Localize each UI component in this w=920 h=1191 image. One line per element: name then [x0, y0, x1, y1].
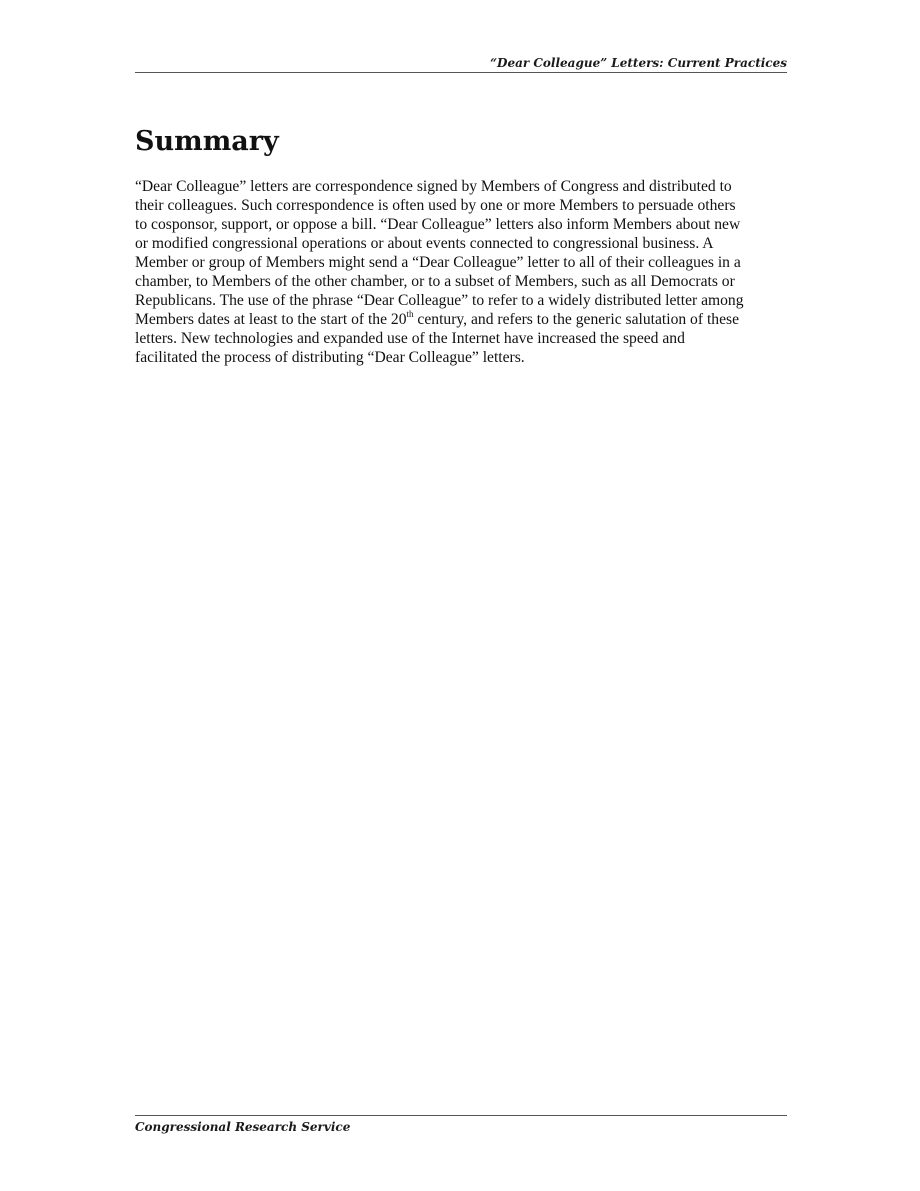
- summary-line: [135, 310, 787, 329]
- summary-line: Member or group of Members might send a “Dear Colleague” letter to all of their colleagues in a: [135, 254, 741, 271]
- summary-text-segment: century, and refers to the generic salutation of these: [413, 311, 739, 328]
- summary-line: “Dear Colleague” letters are correspondence signed by Members of Congress and distributed to: [135, 178, 732, 195]
- summary-text-segment: Members dates at least to the start of the 20: [135, 311, 407, 328]
- summary-line: Republicans. The use of the phrase “Dear Colleague” to refer to a widely distributed letter among: [135, 292, 744, 309]
- summary-line: letters. New technologies and expanded use of the Internet have increased the speed and: [135, 330, 685, 347]
- summary-line: chamber, to Members of the other chamber, or to a subset of Members, such as all Democrats or: [135, 273, 735, 290]
- running-footer: Congressional Research Service: [135, 1120, 351, 1134]
- summary-line: or modified congressional operations or about events connected to congressional business. A: [135, 235, 714, 252]
- section-title: Summary: [135, 126, 279, 157]
- footer-rule: [135, 1115, 787, 1116]
- summary-paragraph: [135, 177, 787, 367]
- ordinal-superscript: th: [406, 308, 414, 319]
- running-header: “Dear Colleague” Letters: Current Practices: [490, 56, 787, 70]
- summary-line: their colleagues. Such correspondence is often used by one or more Members to persuade others: [135, 197, 736, 214]
- header-rule: [135, 72, 787, 73]
- summary-line: to cosponsor, support, or oppose a bill. “Dear Colleague” letters also inform Members about new: [135, 216, 741, 233]
- summary-line: facilitated the process of distributing “Dear Colleague” letters.: [135, 349, 525, 366]
